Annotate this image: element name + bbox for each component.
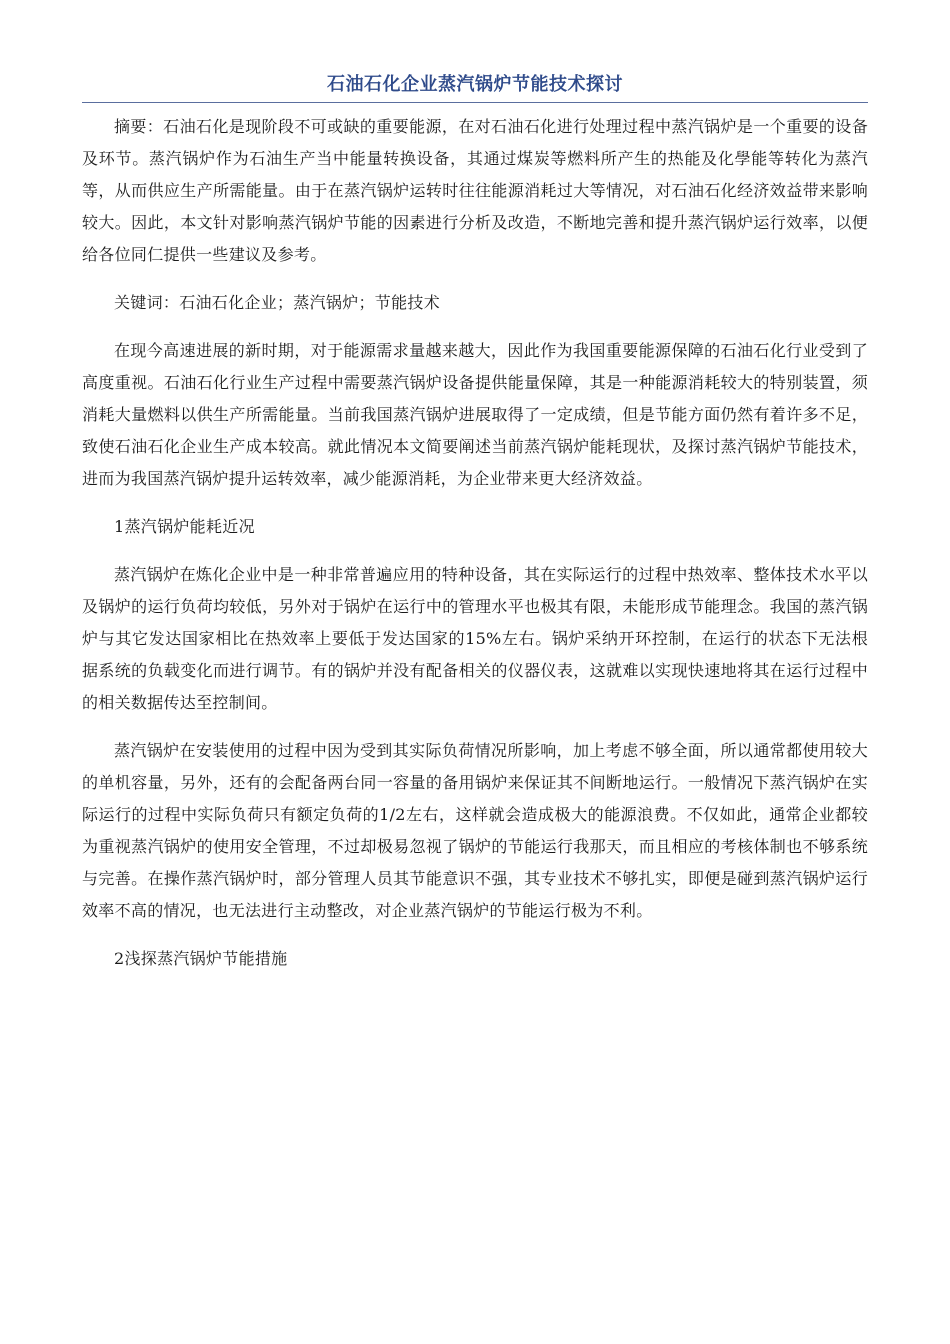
document-page	[82, 72, 868, 975]
keywords-line: 关键词：石油石化企业；蒸汽锅炉；节能技术	[114, 293, 441, 312]
body-paragraph: 蒸汽锅炉在安装使用的过程中因为受到其实际负荷情况所影响，加上考虑不够全面，所以通常都使用较大的单机容量，另外，还有的会配备两台同一容量的备用锅炉来保证其不间断地运行。一般情况下蒸汽锅炉在实际运行的过程中实际负荷只有额定负荷的1/2左右，这样就会造成极大的能源浪费。不仅如此，通常企业都较为重视蒸汽锅炉的使用安全管理，不过却极易忽视了锅炉的节能运行我那天，而且相应的考核体制也不够系统与完善。在操作蒸汽锅炉时，部分管理人员其节能意识不强，其专业技术不够扎实，即便是碰到蒸汽锅炉运行效率不高的情况，也无法进行主动整改，对企业蒸汽锅炉的节能运行极为不利。	[82, 741, 868, 920]
document-title: 石油石化企业蒸汽锅炉节能技术探讨	[82, 72, 868, 103]
section-heading-1: 1蒸汽锅炉能耗近况	[114, 517, 255, 536]
section-heading-2: 2浅探蒸汽锅炉节能措施	[114, 949, 288, 968]
intro-paragraph: 在现今高速进展的新时期，对于能源需求量越来越大，因此作为我国重要能源保障的石油石化行业受到了高度重视。石油石化行业生产过程中需要蒸汽锅炉设备提供能量保障，其是一种能源消耗较大的特别装置，须消耗大量燃料以供生产所需能量。当前我国蒸汽锅炉进展取得了一定成绩，但是节能方面仍然有着许多不足，致使石油石化企业生产成本较高。就此情况本文简要阐述当前蒸汽锅炉能耗现状，及探讨蒸汽锅炉节能技术，进而为我国蒸汽锅炉提升运转效率，减少能源消耗，为企业带来更大经济效益。	[82, 341, 868, 488]
abstract-paragraph: 摘要：石油石化是现阶段不可或缺的重要能源，在对石油石化进行处理过程中蒸汽锅炉是一个重要的设备及环节。蒸汽锅炉作为石油生产当中能量转换设备，其通过煤炭等燃料所产生的热能及化學能等转化为蒸汽等，从而供应生产所需能量。由于在蒸汽锅炉运转时往往能源消耗过大等情况，对石油石化经济效益带来影响较大。因此，本文针对影响蒸汽锅炉节能的因素进行分析及改造，不断地完善和提升蒸汽锅炉运行效率，以便给各位同仁提供一些建议及参考。	[82, 117, 868, 264]
body-paragraph: 蒸汽锅炉在炼化企业中是一种非常普遍应用的特种设备，其在实际运行的过程中热效率、整体技术水平以及锅炉的运行负荷均较低，另外对于锅炉在运行中的管理水平也极其有限，未能形成节能理念。我国的蒸汽锅炉与其它发达国家相比在热效率上要低于发达国家的15%左右。锅炉采纳开环控制，在运行的状态下无法根据系统的负载变化而进行调节。有的锅炉并没有配备相关的仪器仪表，这就难以实现快速地将其在运行过程中的相关数据传达至控制间。	[82, 565, 868, 712]
